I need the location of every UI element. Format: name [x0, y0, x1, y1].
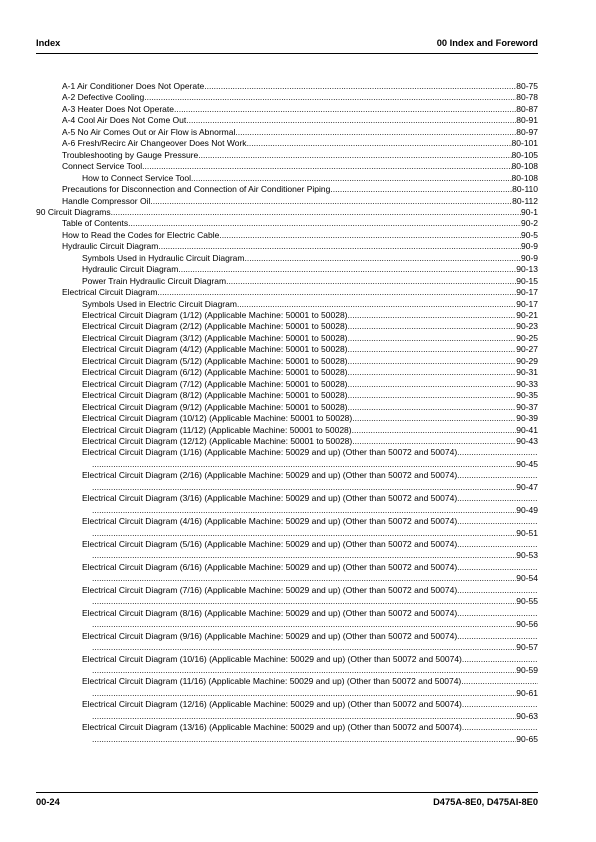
toc-entry[interactable] [62, 230, 538, 241]
toc-entry-page: 90-63 [516, 710, 538, 721]
dot-leader [92, 550, 516, 561]
toc-entry-page: 80-105 [511, 149, 538, 160]
dot-leader [352, 413, 516, 424]
toc-entry[interactable] [62, 196, 538, 207]
dot-leader [457, 516, 538, 527]
toc-entry-page: 90-29 [516, 355, 538, 366]
toc-entry[interactable] [36, 207, 538, 218]
toc-entry[interactable] [82, 356, 538, 367]
dot-leader [457, 539, 538, 550]
toc-entry-page: 80-108 [511, 161, 538, 172]
toc-entry-title: Electrical Circuit Diagram (12/12) (Applicable Machine: 50001 to 50028) [82, 435, 353, 446]
toc-entry[interactable] [82, 699, 538, 710]
toc-entry-title: Electrical Circuit Diagram (5/16) (Applicable Machine: 50029 and up) (Other than 50072 and 50074) [82, 539, 458, 549]
footer-page-number: 00-24 [36, 797, 60, 807]
toc-entry-page: 90-5 [520, 229, 538, 240]
toc-entry-page: 90-9 [520, 241, 538, 252]
dot-leader [92, 459, 516, 470]
toc-entry-title: 90 Circuit Diagrams [36, 206, 111, 217]
dot-leader [352, 425, 517, 436]
toc-entry-page: 80-110 [512, 184, 538, 195]
toc-entry-page: 90-37 [516, 401, 538, 412]
toc-entry-continuation[interactable] [92, 711, 538, 722]
dot-leader [352, 436, 516, 447]
dot-leader [178, 264, 516, 275]
toc-entry[interactable] [82, 436, 538, 447]
toc-entry-title: Electrical Circuit Diagram (2/16) (Applicable Machine: 50029 and up) (Other than 50072 and 50074) [82, 470, 458, 481]
toc-entry-title: Electrical Circuit Diagram (7/16) (Applicable Machine: 50029 and up) (Other than 50072 and 50074) [82, 584, 458, 595]
toc-entry-page: 90-65 [516, 733, 538, 744]
toc-entry-title: Electrical Circuit Diagram (3/12) (Applicable Machine: 50001 to 50028) [82, 332, 348, 343]
toc-entry[interactable] [82, 321, 538, 332]
toc-entry-title: Electrical Circuit Diagram (12/16) (Applicable Machine: 50029 and up) (Other than 50072 and 50074) [82, 699, 462, 710]
toc-entry[interactable] [82, 413, 538, 424]
toc-entry-continuation[interactable] [92, 505, 538, 516]
toc-entry-page: 80-108 [511, 172, 538, 183]
toc-entry-page: 90-23 [516, 321, 538, 332]
toc-entry[interactable] [62, 161, 538, 172]
toc-entry[interactable] [82, 470, 538, 481]
toc-entry[interactable] [82, 585, 538, 596]
toc-entry-page: 80-97 [516, 126, 538, 137]
toc-entry-continuation[interactable] [92, 688, 538, 699]
toc-entry-title: Electrical Circuit Diagram (11/16) (Applicable Machine: 50029 and up) (Other than 50072 and 50074) [82, 676, 462, 687]
toc-entry[interactable] [82, 276, 538, 287]
dot-leader [174, 104, 516, 115]
dot-leader [92, 642, 516, 653]
dot-leader [348, 367, 517, 378]
toc-entry-title: Electrical Circuit Diagram [62, 287, 158, 298]
toc-entry-title: Electrical Circuit Diagram (4/12) (Applicable Machine: 50001 to 50028) [82, 344, 348, 355]
toc-entry-page: 90-27 [516, 344, 538, 355]
dot-leader [204, 81, 516, 92]
toc-entry-continuation[interactable] [92, 596, 538, 607]
dot-leader [92, 573, 516, 584]
toc-entry[interactable] [62, 127, 538, 138]
dot-leader [348, 344, 517, 355]
toc-entry-continuation[interactable] [92, 665, 538, 676]
toc-entry[interactable] [82, 390, 538, 401]
dot-leader [348, 321, 517, 332]
dot-leader [191, 173, 512, 184]
toc-entry-title: Electrical Circuit Diagram (1/12) (Applicable Machine: 50001 to 50028) [82, 310, 348, 320]
toc-entry-title: Electrical Circuit Diagram (3/16) (Applicable Machine: 50029 and up) (Other than 50072 and 50074) [82, 493, 458, 504]
toc-entry[interactable] [62, 138, 538, 149]
toc-entry[interactable] [82, 722, 538, 733]
toc-entry-page: 80-75 [516, 81, 538, 91]
dot-leader [237, 299, 516, 310]
toc-entry-page: 90-55 [516, 596, 538, 607]
toc-entry-title: A-2 Defective Cooling [62, 92, 145, 103]
dot-leader [457, 631, 538, 642]
toc-entry[interactable] [82, 333, 538, 344]
toc-entry-title: Hydraulic Circuit Diagram [62, 241, 159, 252]
toc-entry[interactable] [62, 81, 538, 92]
toc-entry-continuation[interactable] [92, 573, 538, 584]
toc-entry-title: Electrical Circuit Diagram (6/16) (Applicable Machine: 50029 and up) (Other than 50072 and 50074) [82, 561, 458, 572]
toc-entry-continuation[interactable] [92, 642, 538, 653]
toc-entry[interactable] [82, 344, 538, 355]
toc-entry-title: Electrical Circuit Diagram (2/12) (Applicable Machine: 50001 to 50028) [82, 321, 348, 332]
toc-entry-title: Electrical Circuit Diagram (9/16) (Applicable Machine: 50029 and up) (Other than 50072 and 50074) [82, 630, 458, 641]
dot-leader [462, 722, 538, 733]
toc-entry-continuation[interactable] [92, 619, 538, 630]
toc-entry[interactable] [62, 241, 538, 252]
toc-entry[interactable] [82, 562, 538, 573]
toc-entry-page: 90-56 [516, 619, 538, 630]
toc-entry-title: A-1 Air Conditioner Does Not Operate [62, 81, 205, 91]
toc-entry-page: 90-39 [516, 413, 538, 424]
toc-entry[interactable] [62, 92, 538, 103]
toc-entry-page: 90-53 [516, 550, 538, 561]
toc-entry-continuation[interactable] [92, 528, 538, 539]
toc-entry-title: Electrical Circuit Diagram (7/12) (Applicable Machine: 50001 to 50028) [82, 378, 348, 389]
toc-entry-title: How to Connect Service Tool [82, 172, 191, 183]
toc-entry-title: Electrical Circuit Diagram (5/12) (Applicable Machine: 50001 to 50028) [82, 355, 348, 366]
toc-entry-page: 90-2 [520, 218, 538, 229]
toc-entry[interactable] [62, 218, 538, 229]
toc-entry-title: A-6 Fresh/Recirc Air Changeover Does Not Work [62, 138, 247, 149]
toc-entry-title: Electrical Circuit Diagram (8/16) (Applicable Machine: 50029 and up) (Other than 50072 and 50074) [82, 607, 458, 618]
dot-leader [457, 493, 538, 504]
toc-entry[interactable] [82, 402, 538, 413]
running-footer [36, 797, 538, 811]
toc-entry-title: Power Train Hydraulic Circuit Diagram [82, 275, 227, 286]
toc-entry-title: Electrical Circuit Diagram (10/12) (Applicable Machine: 50001 to 50028) [82, 413, 353, 424]
toc-entry-title: Electrical Circuit Diagram (1/16) (Applicable Machine: 50029 and up) (Other than 50072 and 50074) [82, 447, 458, 458]
dot-leader [198, 150, 511, 161]
toc-entry[interactable] [82, 516, 538, 527]
dot-leader [245, 253, 521, 264]
toc-entry[interactable] [62, 287, 538, 298]
toc-entry[interactable] [82, 493, 538, 504]
toc-entry[interactable] [82, 379, 538, 390]
toc-entry-page: 80-91 [516, 115, 538, 126]
dot-leader [348, 390, 517, 401]
dot-leader [128, 218, 521, 229]
toc-entry-page: 90-33 [516, 378, 538, 389]
toc-entry[interactable] [62, 104, 538, 115]
dot-leader [235, 127, 516, 138]
toc-entry[interactable] [62, 150, 538, 161]
toc-entry-page: 80-78 [516, 92, 538, 103]
dot-leader [150, 196, 512, 207]
toc-entry-title: Electrical Circuit Diagram (11/12) (Applicable Machine: 50001 to 50028) [82, 424, 352, 435]
toc-entry-continuation[interactable] [92, 734, 538, 745]
toc-entry-title: Electrical Circuit Diagram (10/16) (Applicable Machine: 50029 and up) (Other than 50072 and 50074) [82, 653, 462, 664]
toc-entry-title: Symbols Used in Hydraulic Circuit Diagram [82, 252, 245, 263]
toc-entry-page: 80-112 [512, 195, 538, 206]
dot-leader [92, 688, 516, 699]
toc-entry-page: 90-35 [516, 390, 538, 401]
toc-entry-title: Table of Contents [62, 218, 129, 229]
dot-leader [92, 619, 516, 630]
toc-entry-page: 90-45 [516, 458, 538, 469]
toc-entry[interactable] [82, 310, 538, 321]
toc-entry-title: A-4 Cool Air Does Not Come Out [62, 115, 187, 126]
toc-entry-title: A-3 Heater Does Not Operate [62, 103, 174, 114]
toc-entry-page: 90-13 [516, 264, 538, 275]
dot-leader [92, 711, 516, 722]
toc-entry-page: 90-51 [516, 527, 538, 538]
toc-entry-page: 90-17 [516, 287, 538, 298]
toc-entry-page: 90-59 [516, 664, 538, 675]
toc-entry[interactable] [82, 608, 538, 619]
dot-leader [92, 505, 516, 516]
toc-entry-page: 90-25 [516, 332, 538, 343]
toc-entry-page: 80-101 [511, 138, 538, 149]
dot-leader [92, 734, 516, 745]
dot-leader [247, 138, 512, 149]
dot-leader [348, 356, 517, 367]
toc-entry-page: 90-61 [516, 687, 538, 698]
toc-entry-title: Electrical Circuit Diagram (6/12) (Applicable Machine: 50001 to 50028) [82, 367, 348, 378]
toc-entry[interactable] [82, 676, 538, 687]
dot-leader [462, 699, 538, 710]
dot-leader [457, 470, 538, 481]
toc-entry[interactable] [62, 115, 538, 126]
dot-leader [92, 482, 516, 493]
toc-entry-continuation[interactable] [92, 459, 538, 470]
dot-leader [457, 585, 538, 596]
toc-entry[interactable] [82, 654, 538, 665]
toc-entry-title: A-5 No Air Comes Out or Air Flow is Abnormal [62, 126, 236, 137]
toc-entry-title: Troubleshooting by Gauge Pressure [62, 149, 199, 160]
dot-leader [348, 379, 517, 390]
toc-entry-title: Electrical Circuit Diagram (4/16) (Applicable Machine: 50029 and up) (Other than 50072 and 50074) [82, 516, 458, 527]
toc-entry[interactable] [82, 425, 538, 436]
toc-entry-title: Hydraulic Circuit Diagram [82, 264, 179, 275]
header-section-label: Index [36, 38, 61, 48]
toc-entry-title: Electrical Circuit Diagram (8/12) (Applicable Machine: 50001 to 50028) [82, 390, 348, 401]
toc-entry-page: 90-15 [516, 275, 538, 286]
dot-leader [348, 333, 517, 344]
footer-model-code: D475A-8E0, D475AI-8E0 [433, 797, 538, 807]
toc-entry-page: 90-47 [516, 481, 538, 492]
toc-entry-page: 90-54 [516, 573, 538, 584]
header-divider [36, 53, 538, 54]
toc-entry[interactable] [82, 173, 538, 184]
footer-divider [36, 792, 538, 793]
dot-leader [219, 230, 521, 241]
dot-leader [457, 562, 538, 573]
toc-entry[interactable] [82, 367, 538, 378]
dot-leader [157, 287, 516, 298]
toc-entry-page: 90-49 [516, 504, 538, 515]
toc-entry[interactable] [82, 264, 538, 275]
toc-entry-title: Handle Compressor Oil [62, 195, 151, 206]
toc-entry[interactable] [82, 299, 538, 310]
toc-entry-page: 90-43 [516, 435, 538, 446]
toc-entry-page: 90-57 [516, 642, 538, 653]
dot-leader [92, 528, 516, 539]
toc-entry-page: 90-9 [520, 252, 538, 263]
toc-entry[interactable] [82, 447, 538, 458]
toc-entry-title: Precautions for Disconnection and Connection of Air Conditioner Piping [62, 184, 331, 195]
toc-entry-title: Connect Service Tool [62, 161, 143, 172]
toc-entry-page: 90-21 [516, 310, 538, 320]
dot-leader [186, 115, 516, 126]
toc-entry-continuation[interactable] [92, 550, 538, 561]
dot-leader [158, 241, 521, 252]
toc-entry[interactable] [82, 631, 538, 642]
toc-entry[interactable] [62, 184, 538, 195]
dot-leader [111, 207, 521, 218]
toc-entry-title: How to Read the Codes for Electric Cable [62, 229, 220, 240]
dot-leader [330, 184, 512, 195]
dot-leader [457, 447, 538, 458]
dot-leader [92, 665, 516, 676]
toc-entry-continuation[interactable] [92, 482, 538, 493]
dot-leader [92, 596, 516, 607]
dot-leader [462, 654, 538, 665]
toc-entry-title: Electrical Circuit Diagram (13/16) (Applicable Machine: 50029 and up) (Other than 50072 and 50074) [82, 722, 462, 733]
toc-entry-page: 90-41 [516, 424, 538, 435]
dot-leader [144, 92, 516, 103]
header-chapter-title: 00 Index and Foreword [436, 38, 538, 48]
dot-leader [226, 276, 516, 287]
toc-entry-title: Symbols Used in Electric Circuit Diagram [82, 298, 237, 309]
dot-leader [461, 676, 538, 687]
toc-entry-title: Electrical Circuit Diagram (9/12) (Applicable Machine: 50001 to 50028) [82, 401, 348, 412]
toc-entry[interactable] [82, 253, 538, 264]
toc-entry-page: 90-17 [516, 298, 538, 309]
dot-leader [457, 608, 538, 619]
dot-leader [142, 161, 511, 172]
dot-leader [348, 402, 517, 413]
dot-leader [348, 310, 517, 321]
toc-entry-page: 90-1 [520, 206, 538, 217]
toc-entry-page: 90-31 [516, 367, 538, 378]
toc-entry[interactable] [82, 539, 538, 550]
running-header [36, 38, 538, 52]
toc-entry-page: 80-87 [516, 103, 538, 114]
